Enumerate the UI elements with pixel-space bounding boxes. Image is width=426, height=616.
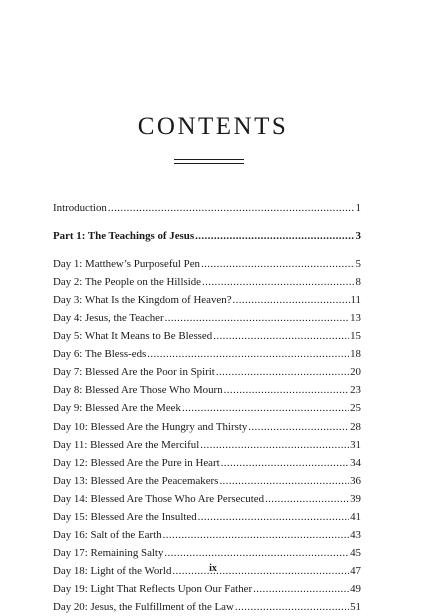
toc-entry-title: Day 12: Blessed Are the Pure in Heart <box>53 456 220 469</box>
table-of-contents <box>53 199 361 616</box>
toc-entry-title: Day 14: Blessed Are Those Who Are Persecuted <box>53 492 265 505</box>
toc-dot-leader <box>202 273 355 291</box>
page-number: ix <box>209 563 217 574</box>
toc-entry-page: 20 <box>350 366 361 379</box>
toc-entry-title: Day 20: Jesus, the Fulfillment of the Law <box>53 600 234 613</box>
toc-dot-leader <box>108 199 355 217</box>
toc-entry[interactable] <box>53 526 361 544</box>
toc-entry-title: Day 16: Salt of the Earth <box>53 528 162 541</box>
toc-dot-leader <box>195 227 354 245</box>
toc-dot-leader <box>235 598 349 616</box>
toc-entry-title: Day 7: Blessed Are the Poor in Spirit <box>53 366 215 379</box>
toc-dot-leader <box>201 255 355 273</box>
toc-dot-leader <box>165 309 349 327</box>
toc-dot-leader <box>147 345 349 363</box>
toc-entry-title: Day 2: The People on the Hillside <box>53 276 202 289</box>
toc-entry-title: Day 1: Matthew’s Purposeful Pen <box>53 258 201 271</box>
toc-entry-page: 47 <box>350 564 361 577</box>
toc-entry-page: 28 <box>350 420 361 433</box>
title-rule-upper <box>174 159 244 160</box>
toc-entry-page: 15 <box>350 330 361 343</box>
toc-dot-leader <box>198 508 349 526</box>
toc-entry-page: 36 <box>350 474 361 487</box>
title-rule-lower <box>174 163 244 164</box>
toc-entry-title: Day 15: Blessed Are the Insulted <box>53 510 197 523</box>
toc-entry[interactable] <box>53 363 361 381</box>
toc-entry[interactable] <box>53 454 361 472</box>
toc-entry-title: Introduction <box>53 202 107 214</box>
toc-dot-leader <box>233 291 350 309</box>
toc-entry-title: Day 18: Light of the World <box>53 564 172 577</box>
toc-entry[interactable] <box>53 418 361 436</box>
toc-dot-leader <box>213 327 349 345</box>
toc-entry[interactable] <box>53 544 361 562</box>
toc-entry-title: Day 10: Blessed Are the Hungry and Thirsty <box>53 420 248 433</box>
toc-entry-page: 5 <box>355 258 361 271</box>
toc-entry-page: 13 <box>350 312 361 325</box>
toc-entry-title: Day 5: What It Means to Be Blessed <box>53 330 213 343</box>
toc-entry-page: 11 <box>350 294 361 307</box>
toc-dot-leader <box>200 436 349 454</box>
toc-entry-page: 8 <box>355 276 361 289</box>
toc-entry[interactable] <box>53 490 361 508</box>
toc-entry-page: 23 <box>350 384 361 397</box>
toc-entry[interactable] <box>53 472 361 490</box>
toc-entry-page: 49 <box>350 582 361 595</box>
toc-entry[interactable] <box>53 399 361 417</box>
toc-entry-page: 45 <box>350 546 361 559</box>
toc-entry-page: 25 <box>350 402 361 415</box>
toc-entry-page: 39 <box>350 492 361 505</box>
toc-dot-leader <box>221 454 349 472</box>
toc-dot-leader <box>224 381 350 399</box>
toc-entry-title: Day 13: Blessed Are the Peacemakers <box>53 474 219 487</box>
toc-entry[interactable] <box>53 580 361 598</box>
toc-entry[interactable] <box>53 273 361 291</box>
toc-entry[interactable] <box>53 327 361 345</box>
toc-dot-leader <box>216 363 349 381</box>
toc-entry-page: 41 <box>350 510 361 523</box>
toc-entry-title: Day 19: Light That Reflects Upon Our Father <box>53 582 253 595</box>
toc-entry[interactable] <box>53 309 361 327</box>
toc-entry[interactable] <box>53 381 361 399</box>
toc-dot-leader <box>182 399 349 417</box>
toc-entry-page: 34 <box>350 456 361 469</box>
toc-entry-page: 1 <box>355 202 361 214</box>
toc-entry-title: Day 11: Blessed Are the Merciful <box>53 438 200 451</box>
toc-dot-leader <box>163 526 350 544</box>
toc-entry[interactable] <box>53 255 361 273</box>
toc-entry-title: Day 9: Blessed Are the Meek <box>53 402 181 415</box>
toc-dot-leader <box>253 580 349 598</box>
toc-entry-title: Day 8: Blessed Are Those Who Mourn <box>53 384 223 397</box>
toc-entry-title: Day 17: Remaining Salty <box>53 546 164 559</box>
toc-entry-page: 18 <box>350 348 361 361</box>
toc-entry[interactable] <box>53 508 361 526</box>
toc-entry[interactable] <box>53 199 361 217</box>
toc-entry-title: Day 6: The Bless-eds <box>53 348 147 361</box>
toc-dot-leader <box>164 544 349 562</box>
toc-entry-title: Day 4: Jesus, the Teacher <box>53 312 164 325</box>
page-title: CONTENTS <box>137 113 289 140</box>
toc-entry[interactable] <box>53 436 361 454</box>
toc-entry-page: 31 <box>350 438 361 451</box>
toc-dot-leader <box>219 472 349 490</box>
toc-entry-title: Day 3: What Is the Kingdom of Heaven? <box>53 294 232 307</box>
toc-entry-page: 51 <box>350 600 361 613</box>
toc-entry[interactable] <box>53 345 361 363</box>
toc-entry-title: Part 1: The Teachings of Jesus <box>53 230 195 243</box>
toc-entry[interactable] <box>53 291 361 309</box>
toc-entry[interactable] <box>53 227 361 245</box>
toc-entry-page: 43 <box>350 528 361 541</box>
toc-dot-leader <box>248 418 349 436</box>
toc-entry[interactable] <box>53 598 361 616</box>
toc-entry-page: 3 <box>355 230 361 243</box>
toc-dot-leader <box>265 490 349 508</box>
